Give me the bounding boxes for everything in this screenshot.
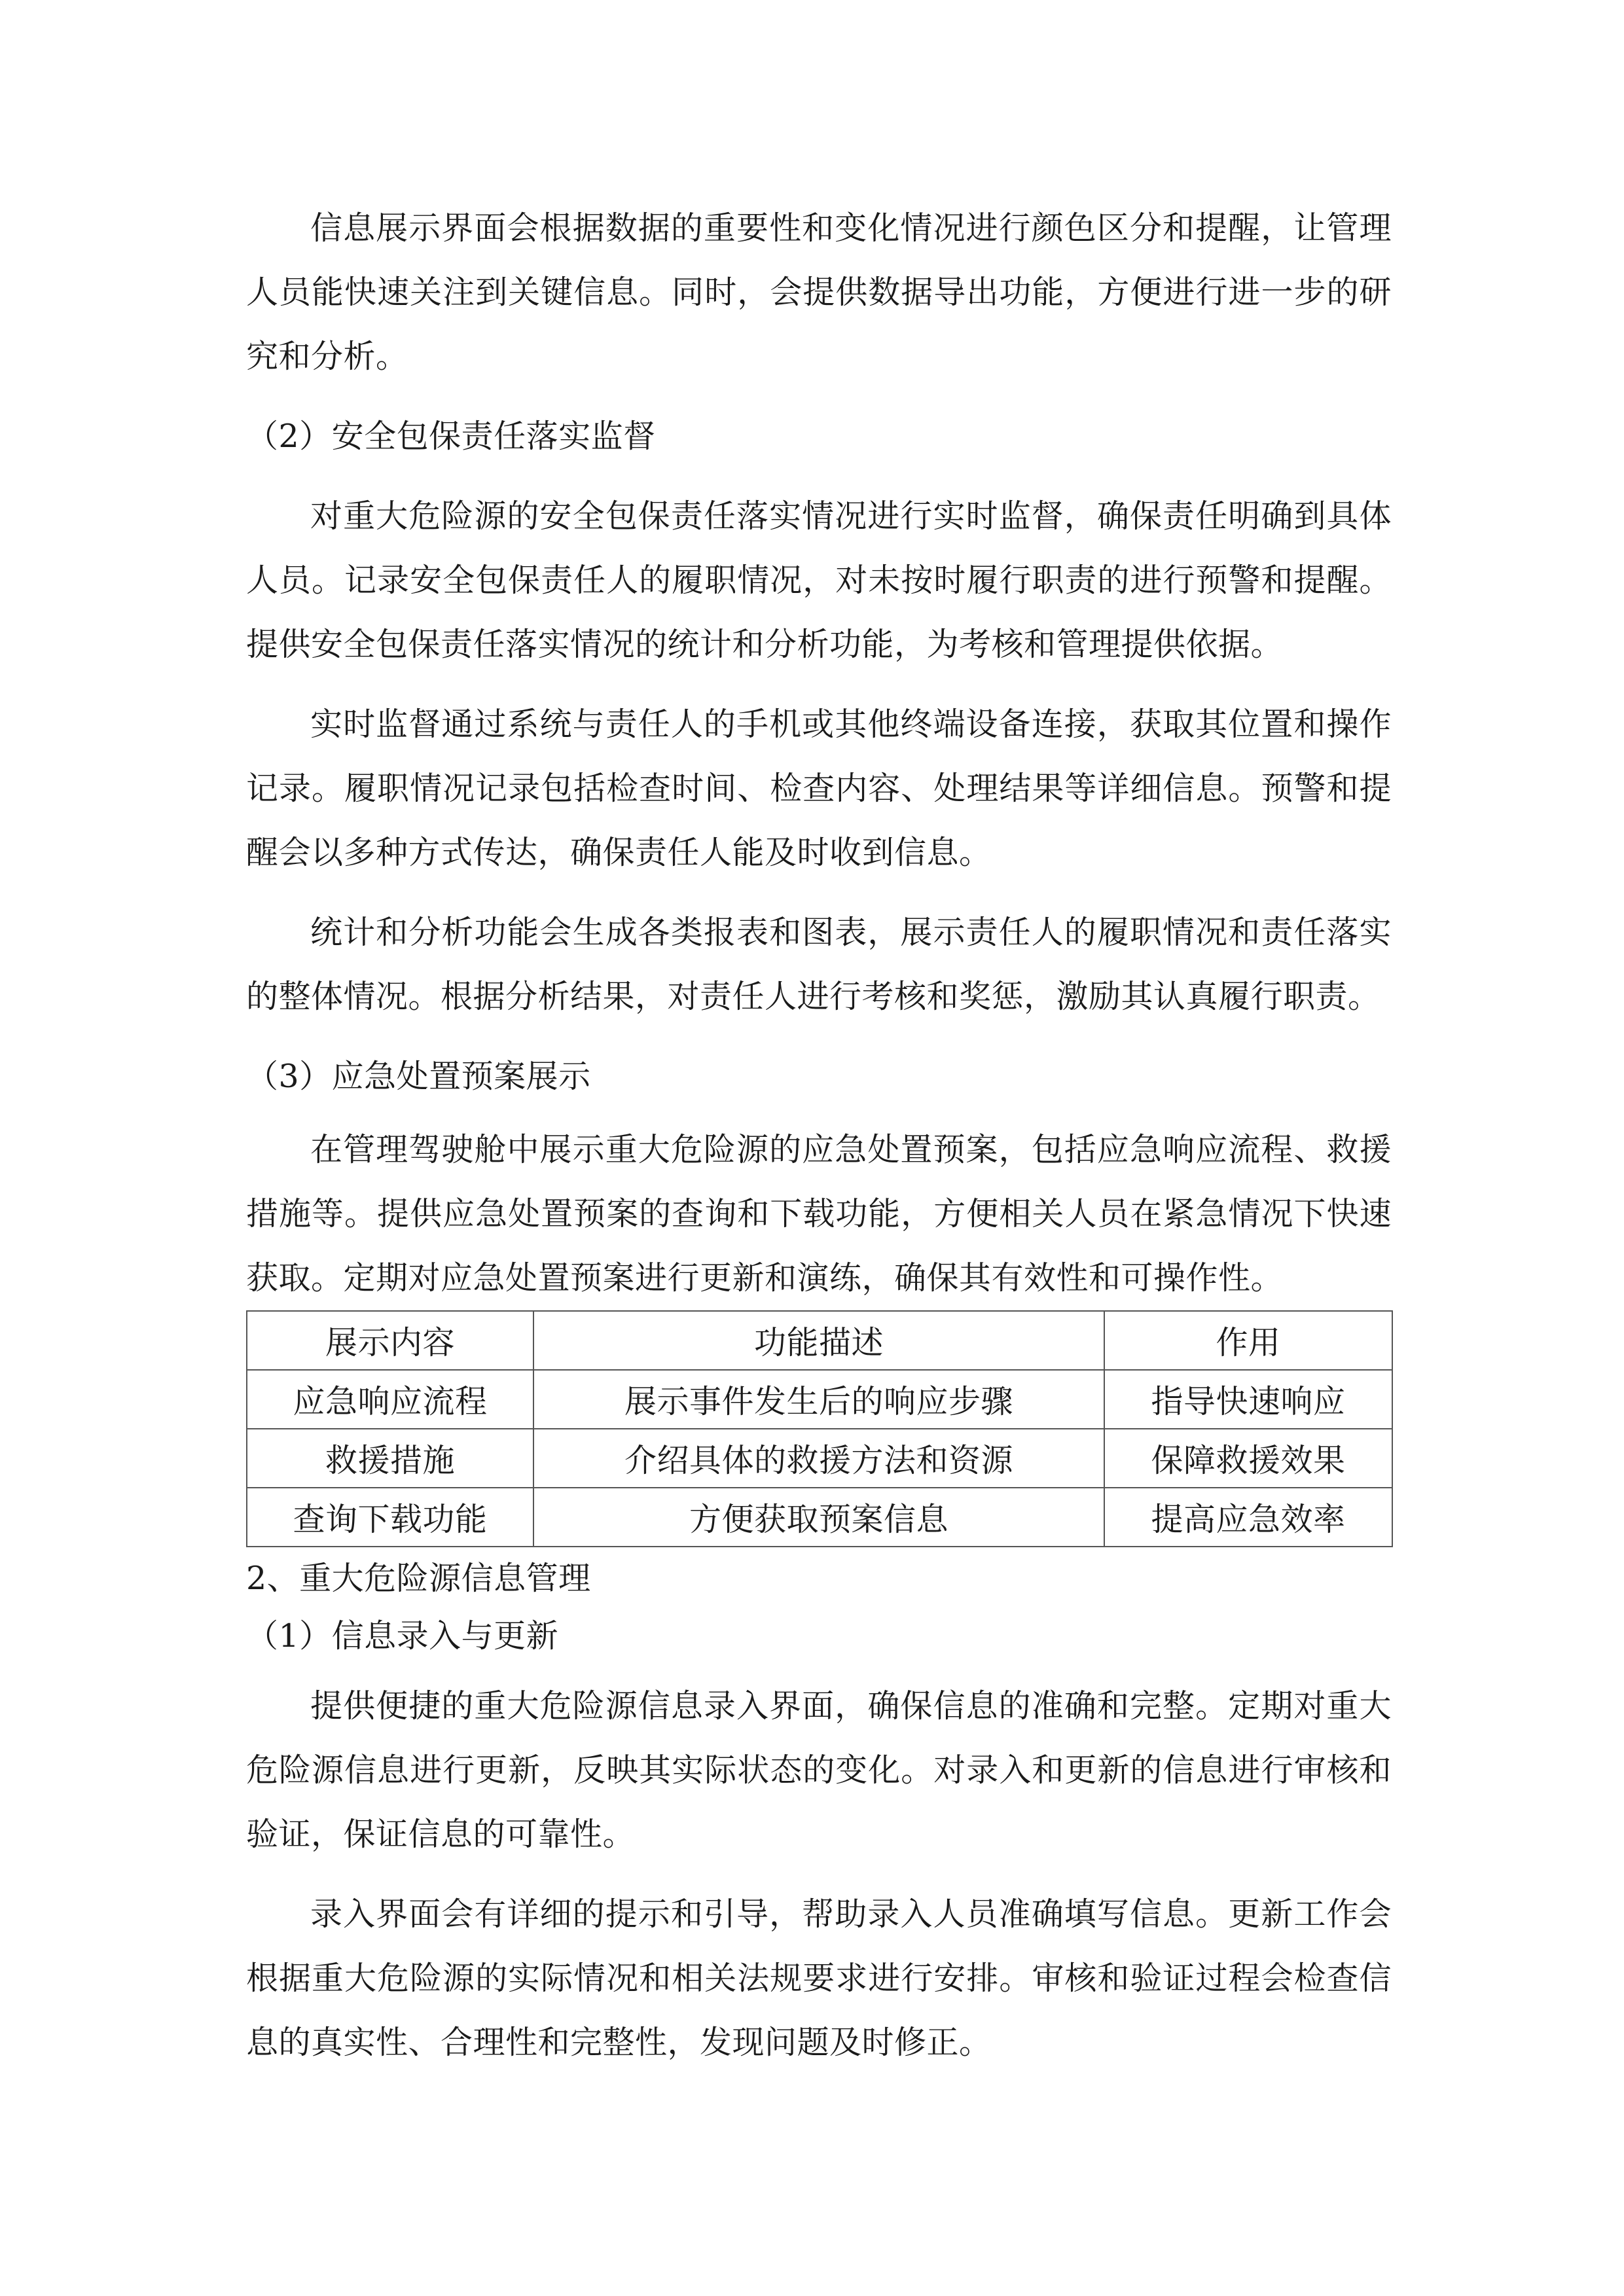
table-row	[247, 1370, 1392, 1429]
paragraph-emergency-plan: 在管理驾驶舱中展示重大危险源的应急处置预案，包括应急响应流程、救援措施等。提供应急处置预案的查询和下载功能，方便相关人员在紧急情况下快速获取。定期对应急处置预案进行更新和演练，确保其有效性和可操作性。	[246, 1131, 1392, 1297]
table-cell: 提高应急效率	[1104, 1488, 1392, 1547]
heading-section-2: 2、重大危险源信息管理	[246, 1560, 591, 1597]
table-cell: 应急响应流程	[247, 1370, 533, 1429]
table-cell: 介绍具体的救援方法和资源	[533, 1429, 1104, 1488]
paragraph-statistics-analysis: 统计和分析功能会生成各类报表和图表，展示责任人的履职情况和责任落实的整体情况。根据分析结果，对责任人进行考核和奖惩，激励其认真履行职责。	[246, 914, 1392, 1015]
table-cell: 保障救援效果	[1104, 1429, 1392, 1488]
table-cell: 展示事件发生后的响应步骤	[533, 1370, 1104, 1429]
table-row	[247, 1488, 1392, 1547]
paragraph-security-supervision: 对重大危险源的安全包保责任落实情况进行实时监督，确保责任明确到具体人员。记录安全包保责任人的履职情况，对未按时履行职责的进行预警和提醒。提供安全包保责任落实情况的统计和分析功能，为考核和管理提供依据。	[246, 497, 1392, 663]
table-header-cell: 展示内容	[247, 1311, 533, 1370]
table-header-row	[247, 1311, 1392, 1370]
paragraph-info-input: 提供便捷的重大危险源信息录入界面，确保信息的准确和完整。定期对重大危险源信息进行更新，反映其实际状态的变化。对录入和更新的信息进行审核和验证，保证信息的可靠性。	[246, 1687, 1392, 1853]
heading-security-responsibility: （2）安全包保责任落实监督	[246, 418, 656, 455]
heading-emergency-plan: （3）应急处置预案展示	[246, 1058, 591, 1095]
paragraph-input-guidance: 录入界面会有详细的提示和引导，帮助录入人员准确填写信息。更新工作会根据重大危险源的实际情况和相关法规要求进行安排。审核和验证过程会检查信息的真实性、合理性和完整性，发现问题及时修正。	[246, 1895, 1392, 2061]
table-cell: 查询下载功能	[247, 1488, 533, 1547]
paragraph-realtime-supervision: 实时监督通过系统与责任人的手机或其他终端设备连接，获取其位置和操作记录。履职情况记录包括检查时间、检查内容、处理结果等详细信息。预警和提醒会以多种方式传达，确保责任人能及时收到信息。	[246, 706, 1392, 871]
emergency-plan-table	[246, 1310, 1393, 1547]
document-body	[246, 196, 1392, 2090]
heading-info-input: （1）信息录入与更新	[246, 1617, 559, 1655]
table-cell: 方便获取预案信息	[533, 1488, 1104, 1547]
table-header-cell: 作用	[1104, 1311, 1392, 1370]
table-cell: 指导快速响应	[1104, 1370, 1392, 1429]
table-header-cell: 功能描述	[533, 1311, 1104, 1370]
paragraph-display-interface: 信息展示界面会根据数据的重要性和变化情况进行颜色区分和提醒，让管理人员能快速关注到关键信息。同时，会提供数据导出功能，方便进行进一步的研究和分析。	[246, 209, 1392, 375]
table-row	[247, 1429, 1392, 1488]
table-cell: 救援措施	[247, 1429, 533, 1488]
